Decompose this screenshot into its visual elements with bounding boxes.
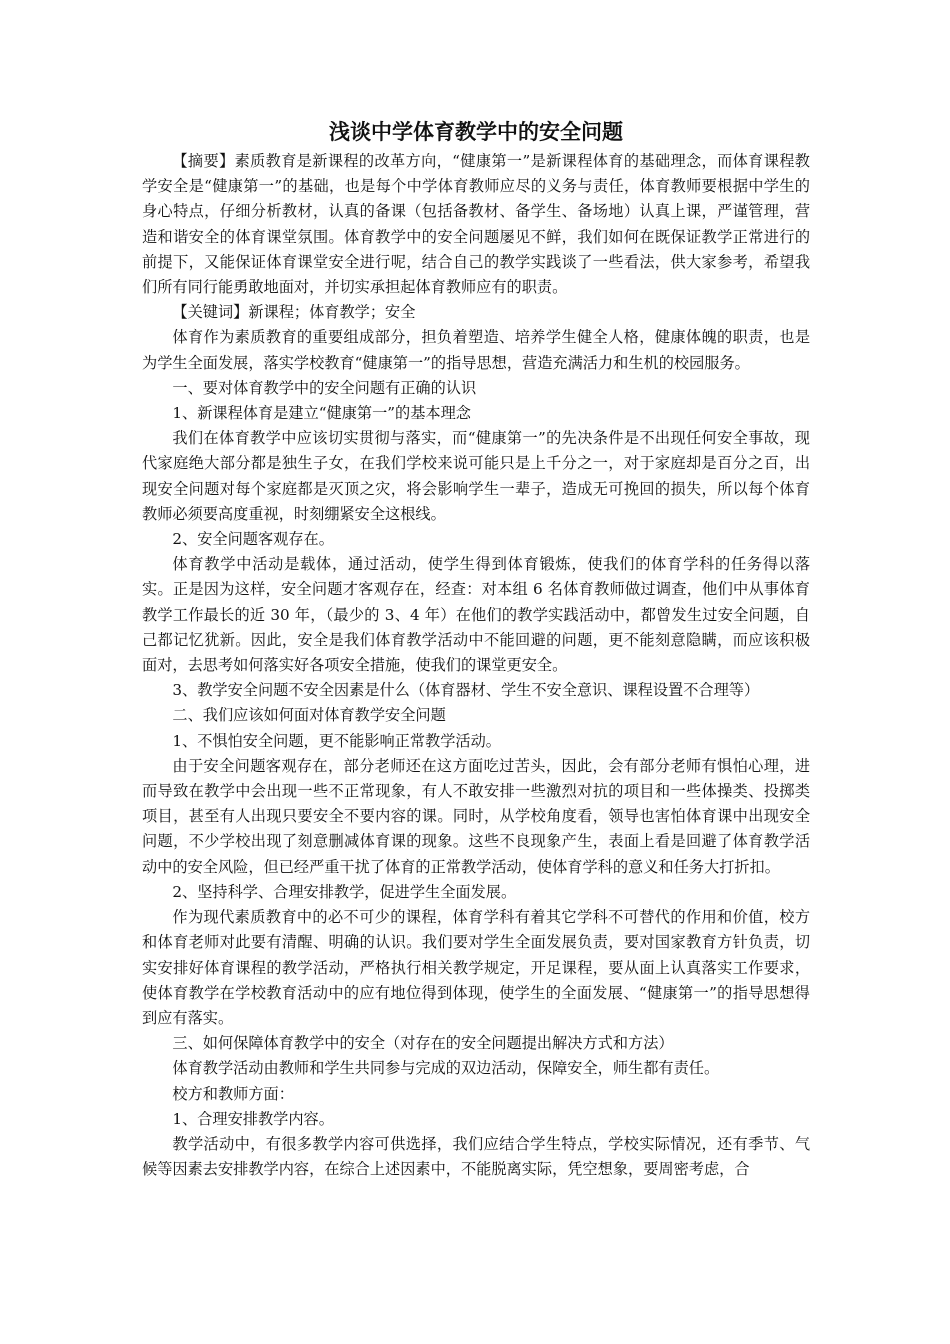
section-2-heading: 二、我们应该如何面对体育教学安全问题 <box>172 706 446 725</box>
section-1-2-text: 体育教学中活动是载体，通过活动，使学生得到体育锻炼，使我们的体育学科的任务得以落实。正是因为这样，安全问题才客观存在，经查：对本组 6 名体育教师做过调查，他们中从事体育教学工作最长的近 30 年，（最少的 3、4 年）在他们的教学实践活动中，都曾发生过安全问题，自己都记忆犹新。因此，安全是我们体育教学活动中不能回避的问题，更不能刻意隐瞒，而应该积极面对，去思考如何落实好各项安全措施，使我们的课堂更安全。 <box>142 555 810 675</box>
section-1-2-heading: 2、安全问题客观存在。 <box>172 530 334 549</box>
section-1-1-heading: 1、新课程体育是建立“健康第一”的基本理念 <box>172 404 471 423</box>
section-3-1-heading: 1、合理安排教学内容。 <box>172 1109 334 1128</box>
section-3-sub-heading: 校方和教师方面： <box>172 1084 294 1103</box>
section-2-1-text: 由于安全问题客观存在，部分老师还在这方面吃过苦头，因此，会有部分老师有惧怕心理，进而导致在教学中会出现一些不正常现象，有人不敢安排一些激烈对抗的项目和一些体操类、投掷类项目，甚至有人出现只要安全不要内容的课。同时，从学校角度看，领导也害怕体育课中出现安全问题，不少学校出现了刻意删减体育课的现象。这些不良现象产生，表面上看是回避了体育教学活动中的安全风险，但已经严重干扰了体育的正常教学活动，使体育学科的意义和任务大打折扣。 <box>142 756 810 876</box>
section-3-text: 体育教学活动由教师和学生共同参与完成的双边活动，保障安全，师生都有责任。 <box>172 1059 720 1078</box>
section-3-heading: 三、如何保障体育教学中的安全（对存在的安全问题提出解决方式和方法） <box>172 1034 674 1053</box>
keywords-line: 【关键词】新课程；体育教学；安全 <box>172 303 416 322</box>
document-page <box>142 118 810 1182</box>
section-3-1-text: 教学活动中，有很多教学内容可供选择，我们应结合学生特点，学校实际情况，还有季节、气候等因素去安排教学内容，在综合上述因素中，不能脱离实际，凭空想象，要周密考虑，合 <box>142 1134 810 1179</box>
intro-paragraph: 体育作为素质教育的重要组成部分，担负着塑造、培养学生健全人格，健康体魄的职责，也是为学生全面发展，落实学校教育“健康第一”的指导思想，营造充满活力和生机的校园服务。 <box>142 328 810 372</box>
section-1-3-heading: 3、教学安全问题不安全因素是什么（体育器材、学生不安全意识、课程设置不合理等） <box>172 681 760 700</box>
section-2-1-heading: 1、不惧怕安全问题，更不能影响正常教学活动。 <box>172 731 501 750</box>
section-2-2-text: 作为现代素质教育中的必不可少的课程，体育学科有着其它学科不可替代的作用和价值，校方和体育老师对此要有清醒、明确的认识。我们要对学生全面发展负责，要对国家教育方针负责，切实安排好体育课程的教学活动，严格执行相关教学规定，开足课程，要从面上认真落实工作要求，使体育教学在学校教育活动中的应有地位得到体现，使学生的全面发展、“健康第一”的指导思想得到应有落实。 <box>142 908 810 1027</box>
section-1-heading: 一、要对体育教学中的安全问题有正确的认识 <box>172 378 477 397</box>
abstract-paragraph: 【摘要】素质教育是新课程的改革方向，“健康第一”是新课程体育的基础理念，而体育课程教学安全是“健康第一”的基础，也是每个中学体育教师应尽的义务与责任，体育教师要根据中学生的身心特点，仔细分析教材，认真的备课（包括备教材、备学生、备场地）认真上课，严谨管理，营造和谐安全的体育课堂氛围。体育教学中的安全问题屡见不鲜，我们如何在既保证教学正常进行的前提下，又能保证体育课堂安全进行呢，结合自己的教学实践谈了一些看法，供大家参考，希望我们所有同行能勇敢地面对，并切实承担起体育教师应有的职责。 <box>142 152 810 297</box>
document-title: 浅谈中学体育教学中的安全问题 <box>329 120 623 144</box>
section-2-2-heading: 2、坚持科学、合理安排教学，促进学生全面发展。 <box>172 882 517 901</box>
section-1-1-text: 我们在体育教学中应该切实贯彻与落实，而“健康第一”的先决条件是不出现任何安全事故，现代家庭绝大部分都是独生子女，在我们学校来说可能只是上千分之一，对于家庭却是百分之百，出现安全问题对每个家庭都是灭顶之灾，将会影响学生一辈子，造成无可挽回的损失，所以每个体育教师必须要高度重视，时刻绷紧安全这根线。 <box>142 429 810 523</box>
